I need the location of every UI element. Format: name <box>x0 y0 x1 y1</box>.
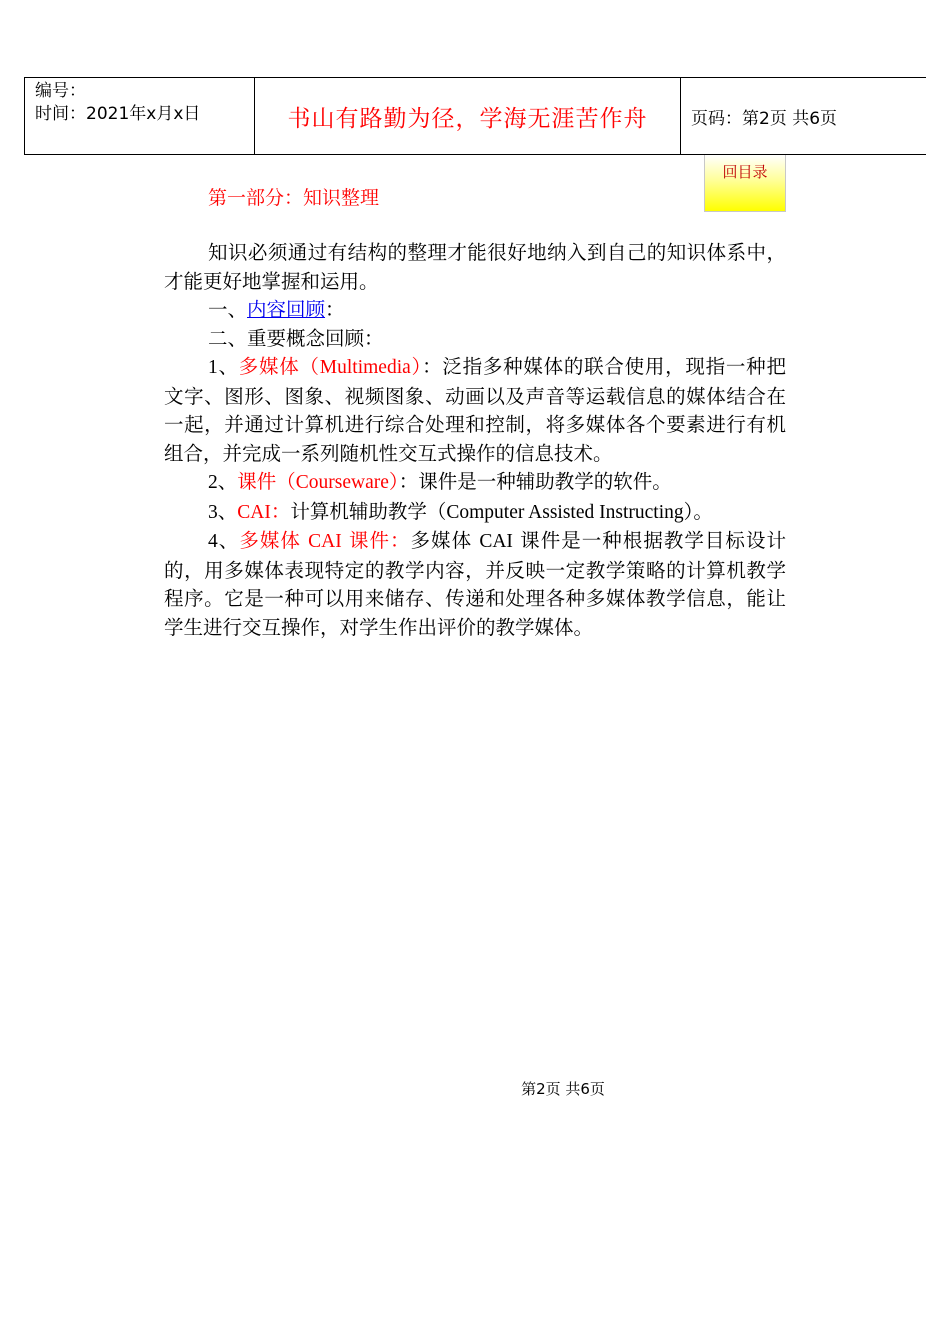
header-page-cell <box>681 78 926 154</box>
concept-multimedia: 1、多媒体（Multimedia）：泛指多种媒体的联合使用，现指一种把文字、图形、图象、视频图象、动画以及声音等运载信息的媒体结合在一起，并通过计算机进行综合处理和控制，将多媒体各个要素进行有机组合，并完成一系列随机性交互式操作的信息技术。 <box>164 355 786 465</box>
header-table <box>24 77 926 155</box>
intro-paragraph: 知识必须通过有结构的整理才能很好地纳入到自己的知识体系中，才能更好地掌握和运用。 <box>164 241 786 293</box>
concept-cai: 3、CAI：计算机辅助教学（Computer Assisted Instructing）。 <box>208 499 713 523</box>
document-number-label: 编号： <box>35 81 86 101</box>
header-meta-cell <box>25 78 255 154</box>
content-review-link[interactable]: 内容回顾 <box>247 298 326 321</box>
term-multimedia: 多媒体（Multimedia） <box>238 355 423 378</box>
page-footer: 第2页 共6页 <box>521 1080 605 1098</box>
term-multimedia-cai-courseware: 多媒体 CAI 课件： <box>239 529 411 552</box>
document-body <box>164 239 786 642</box>
item-content-review: 一、内容回顾： <box>208 298 345 321</box>
concept-multimedia-cai-courseware: 4、多媒体 CAI 课件：多媒体 CAI 课件是一种根据教学目标设计的，用多媒体表现特定的教学内容，并反映一定教学策略的计算机教学程序。它是一种可以用来储存、传递和处理各种多媒体教学信息，能让学生进行交互操作，对学生作出评价的教学媒体。 <box>164 529 786 639</box>
item-concept-review: 二、重要概念回顾： <box>208 326 384 350</box>
document-time-label: 时间：2021年x月x日 <box>35 104 201 124</box>
motto-text: 书山有路勤为径，学海无涯苦作舟 <box>287 105 648 132</box>
concept-courseware: 2、课件（Courseware）：课件是一种辅助教学的软件。 <box>208 470 672 493</box>
section-title: 第一部分：知识整理 <box>208 187 380 209</box>
page-code-label: 页码：第2页 共6页 <box>691 108 838 129</box>
term-courseware: 课件（Courseware） <box>237 470 399 493</box>
back-to-toc-button[interactable]: 回目录 <box>704 155 786 212</box>
header-motto-cell <box>255 78 681 154</box>
term-cai: CAI： <box>237 501 291 523</box>
